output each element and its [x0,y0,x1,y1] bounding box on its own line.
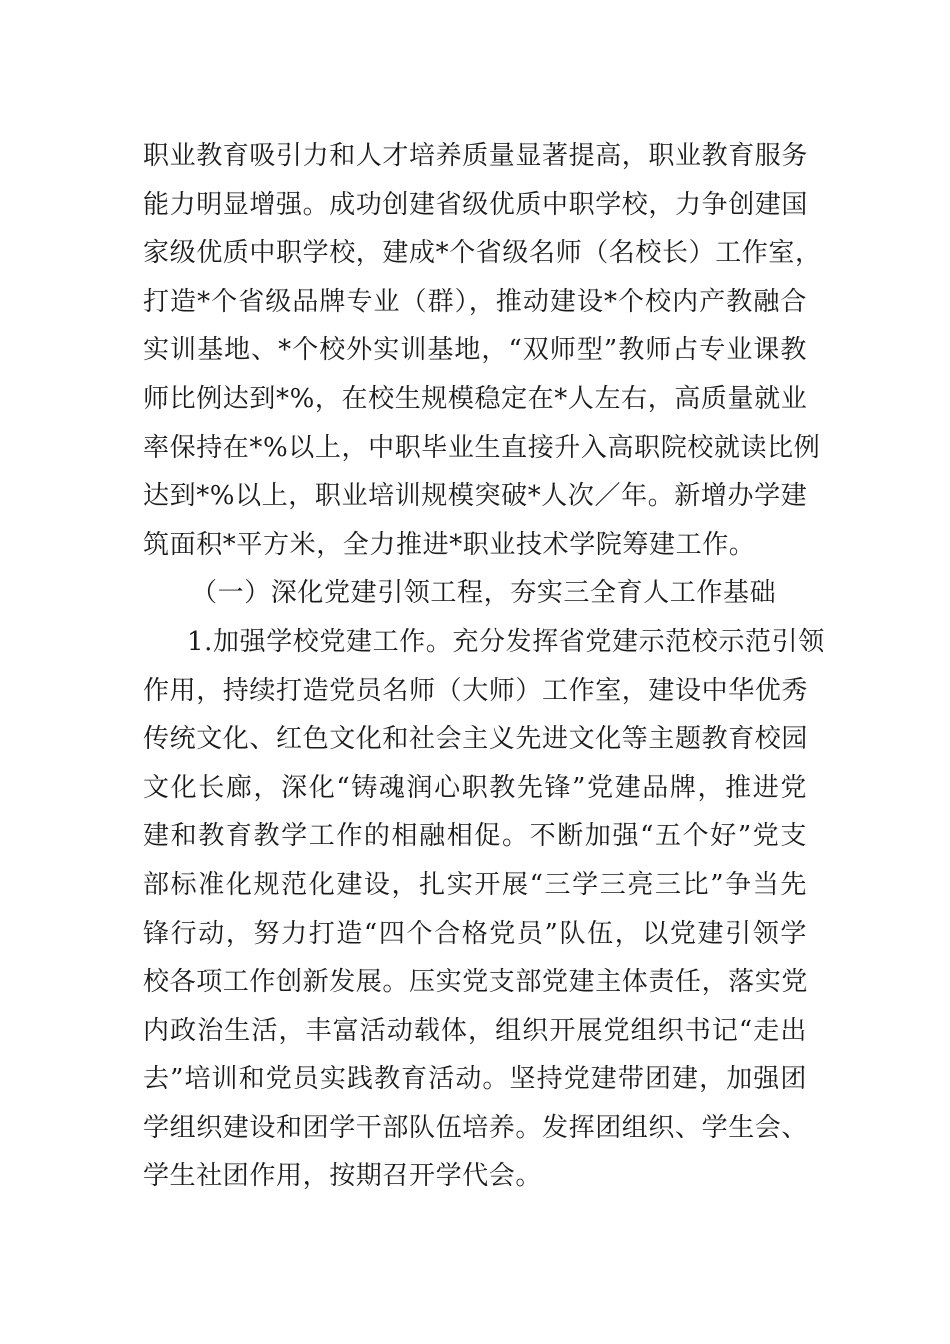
intro-line: 师比例达到*%，在校生规模稳定在*人左右，高质量就业 [143,383,808,414]
item-line: 锋行动，努力打造“四个合格党员”队伍，以党建引领学 [143,918,807,949]
body-text [143,132,825,1201]
item-line: 去”培训和党员实践教育活动。坚持党建带团建，加强团 [143,1064,807,1095]
item-line: 作用，持续打造党员名师（大师）工作室，建设中华优秀 [143,675,809,706]
intro-line: 职业教育吸引力和人才培养质量显著提高，职业教育服务 [143,141,809,171]
item-line: 校各项工作创新发展。压实党支部党建主体责任，落实党 [143,967,809,998]
item-line: 部标准化规范化建设，扎实开展“三学三亮三比”争当先 [143,869,807,900]
item-line: 文化长廊，深化“铸魂润心职教先锋”党建品牌，推进党 [143,772,807,803]
intro-line: 达到*%以上，职业培训规模突破*人次／年。新增办学建 [143,481,808,512]
item-line: 建和教育教学工作的相融相促。不断加强“五个好”党支 [143,821,807,852]
item-line: 内政治生活，丰富活动载体，组织开展党组织书记“走出 [143,1015,807,1046]
item-line: 学生社团作用，按期召开学代会。 [143,1161,543,1192]
intro-line: 能力明显增强。成功创建省级优质中职学校，力争创建国 [143,189,809,220]
intro-line: 实训基地、*个校外实训基地，“双师型”教师占专业课教 [143,335,807,366]
intro-line: 率保持在*%以上，中职毕业生直接升入高职院校就读比例 [143,432,821,463]
intro-line: 打造*个省级品牌专业（群），推动建设*个校内产教融合 [143,286,807,317]
section-heading: （一）深化党建引领工程，夯实三全育人工作基础 [191,578,777,609]
item-line: 传统文化、红色文化和社会主义先进文化等主题教育校园 [143,724,809,755]
item-line: 1.加强学校党建工作。充分发挥省党建示范校示范引领 [187,626,825,657]
intro-line: 家级优质中职学校，建成*个省级名师（名校长）工作室， [143,238,822,269]
intro-line: 筑面积*平方米，全力推进*职业技术学院筹建工作。 [143,529,756,560]
item-line: 学组织建设和团学干部队伍培养。发挥团组织、学生会、 [143,1112,809,1143]
